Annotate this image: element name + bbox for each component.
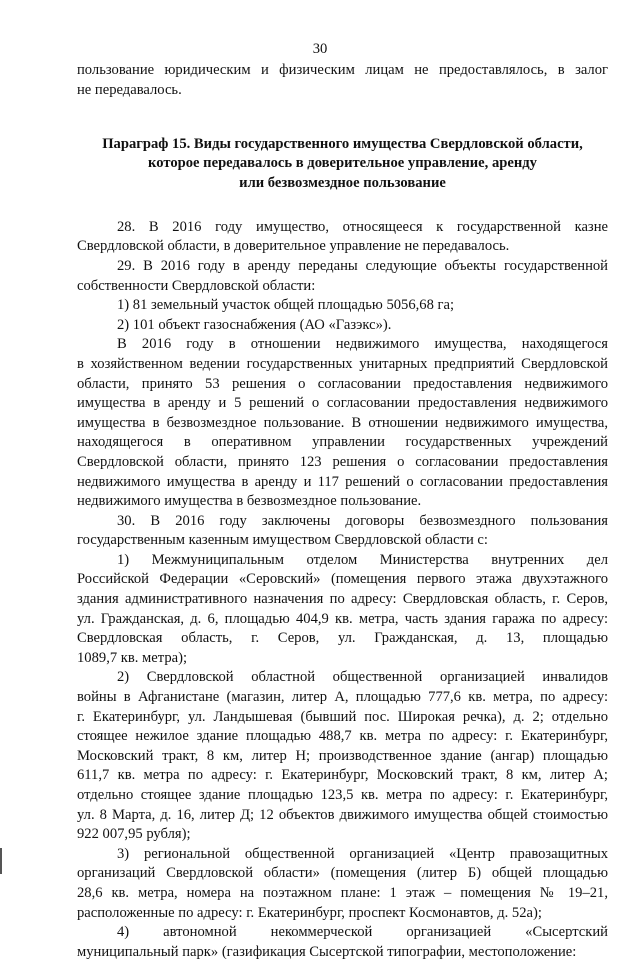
- paragraph-line: 4) автономной некоммерческой организацией «Сысертский: [117, 924, 608, 941]
- scan-edge-mark: [0, 848, 2, 874]
- section-heading: [77, 135, 608, 193]
- paragraph: [77, 296, 608, 316]
- paragraph-line: 1) Межмуниципальным отделом Министерства внутренних дел: [117, 551, 608, 568]
- paragraph: [77, 668, 608, 844]
- paragraph-line: 28,6 кв. метра, номера на поэтажном плане: 1 этаж – помещения № 19–21,: [77, 884, 608, 901]
- heading-line: или безвозмездное пользование: [239, 174, 446, 191]
- paragraph-line: здания административного назначения по адресу: Свердловская область, г. Серов,: [77, 591, 608, 608]
- paragraph: [77, 257, 608, 296]
- paragraph-line: в хозяйственном ведении государственных унитарных предприятий Свердловской: [77, 355, 608, 372]
- paragraph-line: войны в Афганистане (магазин, литер А, площадью 777,6 кв. метра, по адресу:: [77, 689, 608, 706]
- paragraph-line: муниципальный парк» (газификация Сысертской типографии, местоположение:: [77, 943, 577, 960]
- paragraph-line: области, принято 53 решения о согласовании предоставления недвижимого: [77, 375, 608, 392]
- document-body: [77, 61, 608, 962]
- paragraph-line: Московский тракт, 8 км, литер Н; производственное здание (ангар) площадью: [77, 747, 608, 764]
- paragraph-line: недвижимого имущества в аренду и 117 решений о согласовании предоставления: [77, 473, 608, 490]
- paragraph-line: Свердловской области, в доверительное управление не передавалось.: [77, 238, 510, 255]
- paragraph-line: стоящее нежилое здание площадью 488,7 кв. метра по адресу: г. Екатеринбург,: [77, 728, 608, 745]
- paragraph-line: 2) Свердловской областной общественной организацией инвалидов: [117, 669, 608, 686]
- intro-line: не передавалось.: [77, 81, 182, 98]
- paragraph-line: имущества в безвозмездное пользование. В отношении недвижимого имущества,: [77, 414, 608, 431]
- paragraph-line: собственности Свердловской области:: [77, 277, 316, 294]
- paragraph-line: 611,7 кв. метра по адресу: г. Екатеринбург, Московский тракт, 8 км, литер А;: [77, 767, 608, 784]
- paragraph-line: государственным казенным имуществом Свердловской области с:: [77, 532, 488, 549]
- paragraph-line: 2) 101 объект газоснабжения (АО «Газэкс»).: [117, 316, 392, 333]
- paragraph-line: г. Екатеринбург, ул. Ландышевая (бывший пос. Широкая речка), д. 2; отдельно: [77, 708, 608, 725]
- paragraph-line: ул. Гражданская, д. 6, площадью 404,9 кв. метра, часть здания гаража по адресу:: [77, 610, 608, 627]
- paragraph-line: Свердловской области, принято 123 решения о согласовании предоставления: [77, 453, 608, 470]
- paragraph-line: 28. В 2016 году имущество, относящееся к государственной казне: [117, 218, 608, 235]
- paragraph: [77, 551, 608, 669]
- paragraph-line: 3) региональной общественной организацией «Центр правозащитных: [117, 845, 608, 862]
- heading-line: Параграф 15. Виды государственного имущества Свердловской области,: [102, 136, 583, 153]
- paragraph: [77, 512, 608, 551]
- paragraph-list: [77, 218, 608, 962]
- paragraph-line: организаций Свердловской области» (помещения (литер Б) общей площадью: [77, 865, 608, 882]
- paragraph: [77, 923, 608, 962]
- paragraph-line: Российской Федерации «Серовский» (помещения первого этажа двухэтажного: [77, 571, 608, 588]
- paragraph: [77, 335, 608, 511]
- paragraph-line: находящегося в оперативном управлении государственных учреждений: [77, 434, 608, 451]
- paragraph: [77, 316, 608, 336]
- paragraph-line: В 2016 году в отношении недвижимого имущества, находящегося: [117, 336, 608, 353]
- paragraph-line: 29. В 2016 году в аренду переданы следующие объекты государственной: [117, 257, 608, 274]
- page-number: 30: [312, 41, 328, 57]
- paragraph-line: 1) 81 земельный участок общей площадью 5056,68 га;: [117, 297, 455, 314]
- intro-line: пользование юридическим и физическим лицам не предоставлялось, в залог: [77, 62, 608, 78]
- paragraph-line: Свердловская область, г. Серов, ул. Гражданская, д. 13, площадью: [77, 630, 608, 647]
- paragraph-line: 922 007,95 рубля);: [77, 826, 191, 843]
- paragraph-line: 30. В 2016 году заключены договоры безвозмездного пользования: [117, 512, 608, 529]
- paragraph-line: расположенные по адресу: г. Екатеринбург, проспект Космонавтов, д. 52а);: [77, 904, 542, 921]
- heading-line: которое передавалось в доверительное управление, аренду: [148, 155, 537, 172]
- paragraph-line: 1089,7 кв. метра);: [77, 649, 188, 666]
- paragraph-line: недвижимого имущества в безвозмездное пользование.: [77, 493, 422, 510]
- paragraph-line: ул. 8 Марта, д. 16, литер Д; 12 объектов движимого имущества общей стоимостью: [77, 806, 608, 823]
- paragraph: [77, 845, 608, 923]
- paragraph-line: отдельно стоящее здание площадью 123,5 кв. метра по адресу: г. Екатеринбург,: [77, 787, 608, 804]
- paragraph: [77, 218, 608, 257]
- paragraph-line: имущества в аренду и 5 решений о согласовании предоставления недвижимого: [77, 395, 608, 412]
